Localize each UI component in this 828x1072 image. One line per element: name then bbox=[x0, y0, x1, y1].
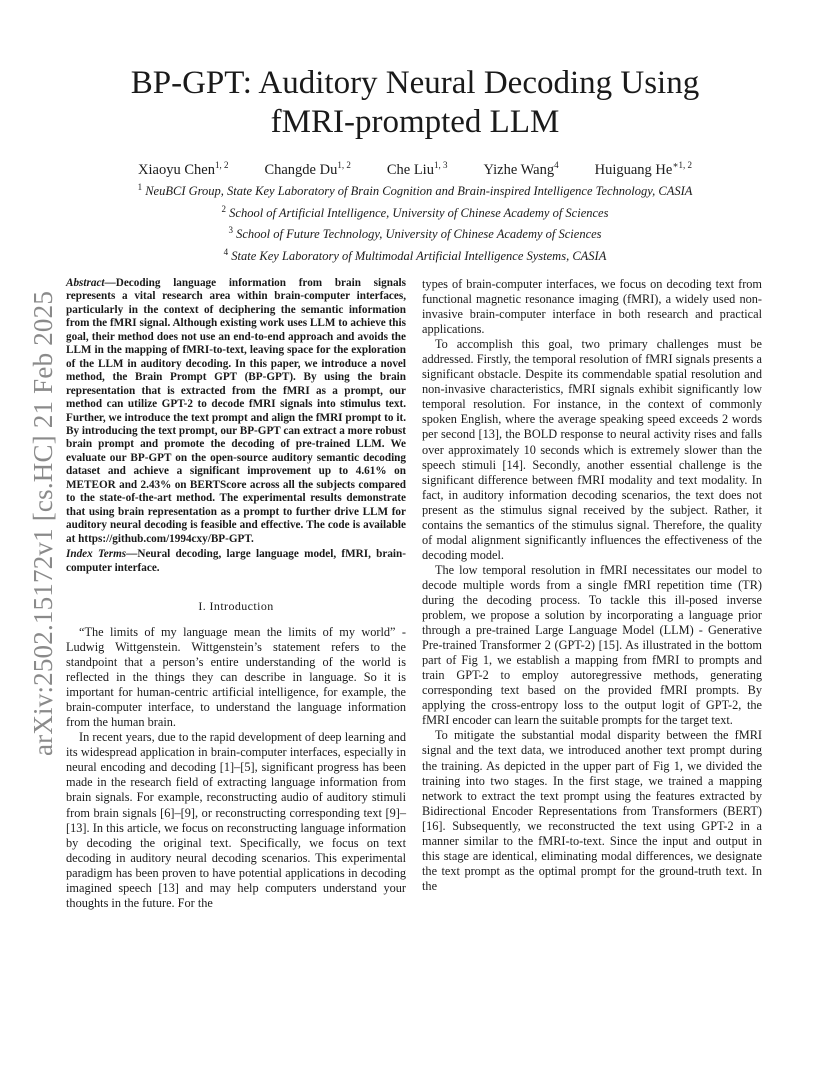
left-body-text bbox=[66, 625, 406, 911]
title-line-1: BP-GPT: Auditory Neural Decoding Using bbox=[130, 65, 700, 101]
affiliation-list bbox=[60, 179, 770, 266]
affiliation: $^2$ School of Artificial Intelligence, University of Chinese Academy of Sciences bbox=[221, 203, 609, 220]
abstract bbox=[66, 277, 406, 546]
title-line-2: fMRI-prompted LLM bbox=[270, 104, 560, 140]
author: Che Liu$^{1, 3}$ bbox=[386, 160, 448, 178]
author: Changde Du$^{1, 2}$ bbox=[264, 160, 351, 178]
arxiv-identifier-watermark bbox=[22, 288, 66, 758]
index-terms bbox=[66, 548, 406, 575]
paragraph: types of brain-computer interfaces, we focus on decoding text from functional magnetic resonance imaging (fMRI), a widely used non-invasive brain-computer interface in both research and practical applications. bbox=[422, 277, 762, 337]
index-terms-text: —Neural decoding, large language model, fMRI, brain-computer interface. bbox=[66, 548, 406, 574]
affiliation: $^4$ State Key Laboratory of Multimodal Artificial Intelligence Systems, CASIA bbox=[223, 246, 607, 264]
paragraph: The low temporal resolution in fMRI necessitates our model to decode multiple words from a single fMRI repetition time (TR) during the decoding process. To tackle this ill-posed inverse problem, we propose a solution by incorporating a language prior through a pre-trained Large Language Model (LLM) - Generative Pre-trained Transformer 2 (GPT-2) [15]. As illustrated in the bottom part of Fig 1, we establish a mapping from fMRI to prompts and train GPT-2 to employ autoregressive methods, generating corresponding text based on the provided fMRI prompts. By applying the cross-entropy loss to the output logit of GPT-2, the fMRI encoder can learn the suitable prompts for the target text. bbox=[422, 562, 762, 728]
author: Huiguang $He^{∗1, 2}$ bbox=[594, 160, 692, 178]
paragraph: To accomplish this goal, two primary challenges must be addressed. Firstly, the temporal resolution of fMRI signals presents a significant obstacle. Despite its commendable spatial resolution and non-invasive characteristics, fMRI signals exhibit significantly low temporal resolution. For instance, in the context of commonly spoken English, where the average speaking speed exceeds 2 words per second [13], the BOLD response to neural activity rises and falls over approximately 10 seconds which is extremely slower than the speech stimuli [14]. Secondly, another essential challenge is the significant difference between fMRI modality and text modality. In fact, in auditory information decoding scenarios, the text does not present as the stimulus signal received by the subject. Rather, it contains the semantics of the stimulus signal. Therefore, the quality of modal alignment significantly influences the effectiveness of the decoding model. bbox=[422, 337, 762, 562]
affiliation: $^1$ NeuBCI Group, State Key Laboratory of Brain Cognition and Brain-inspired Intelligence Technology, CASIA bbox=[137, 182, 693, 199]
left-column bbox=[66, 277, 406, 911]
paragraph: To mitigate the substantial modal disparity between the fMRI signal and the text data, we introduced another text prompt during the training. As depicted in the upper part of Fig 1, we divided the training into two stages. In the first stage, we trained a mapping network to extract the text prompt using the features extracted by Bidirectional Encoder Representations from Transformers (BERT) [16]. Subsequently, we reconstructed the text using GPT-2 in a manner similar to the fMRI-to-text. Since the input and output in this stage are identical, eliminating modal differences, we designate the text prompt as the optimal prompt for the ground-truth text. In the bbox=[422, 728, 762, 893]
arxiv-id-text: arXiv:2502.15172v1 [cs.HC] 21 Feb 2025 bbox=[28, 290, 59, 756]
abstract-text: —Decoding language information from brain signals represents a vital research area within brain-computer interfaces, particularly in the context of deciphering the semantic information from the fMRI signal. Although existing work uses LLM to achieve this goal, their method does not use an end-to-end approach and avoids the LLM in the mapping of fMRI-to-text, leaving space for the exploration of the LLM in auditory decoding. In this paper, we introduce a novel method, the Brain Prompt GPT (BP-GPT). By using the brain representation that is extracted from the fMRI as a prompt, our method can utilize GPT-2 to decode fMRI signals into stimulus text. Further, we introduce the text prompt and align the fMRI prompt to it. By introducing the text prompt, our BP-GPT can extract a more robust brain prompt and promote the decoding of pre-trained LLM. We evaluate our BP-GPT on the open-source auditory semantic decoding dataset and achieve a significant improvement up to 4.61% on METEOR and 2.43% on BERTScore across all the subjects compared to the state-of-the-art method. The experimental results demonstrate that using brain representation as a prompt to further drive LLM for auditory neural decoding is feasible and effective. The code is available at https://github.com/1994cxy/BP-GPT. bbox=[66, 277, 406, 545]
author: Yizhe Wang$^4$ bbox=[483, 160, 559, 178]
affiliation: $^3$ School of Future Technology, University of Chinese Academy of Sciences bbox=[228, 225, 602, 242]
right-body-text bbox=[422, 277, 762, 894]
index-terms-label: Index Terms bbox=[66, 548, 127, 561]
section-heading-introduction: I. Introduction bbox=[198, 598, 274, 613]
paragraph: In recent years, due to the rapid development of deep learning and its widespread application in brain-computer interfaces, especially in neural encoding and decoding [1]–[5], significant progress has been made in the research field of extracting language information from brain signals. For example, reconstructing audio of auditory stimuli from brain signals [6]–[9], or reconstructing corresponding text [9]–[13]. In this article, we focus on reconstructing language information by decoding the original text. Specifically, we focus on text decoding in auditory neural decoding scenarios. This experimental paradigm has been proven to have potential applications in decoding imagined speech [13] and may help computers understand your thoughts in the future. For the bbox=[66, 730, 406, 910]
right-column bbox=[422, 277, 762, 894]
paragraph: “The limits of my language mean the limits of my world” - Ludwig Wittgenstein. Wittgenstein’s statement refers to the standpoint that a person’s entire understanding of the world is reflected in the things they can describe in language. So it is important for human-centric artificial intelligence, for example, the brain-computer interface, to understand the language information from the human brain. bbox=[66, 624, 406, 730]
abstract-label: Abstract bbox=[66, 277, 105, 289]
author-list bbox=[80, 160, 750, 179]
author: Xiaoyu Chen$^{1, 2}$ bbox=[138, 160, 229, 178]
paper-title bbox=[80, 64, 750, 142]
